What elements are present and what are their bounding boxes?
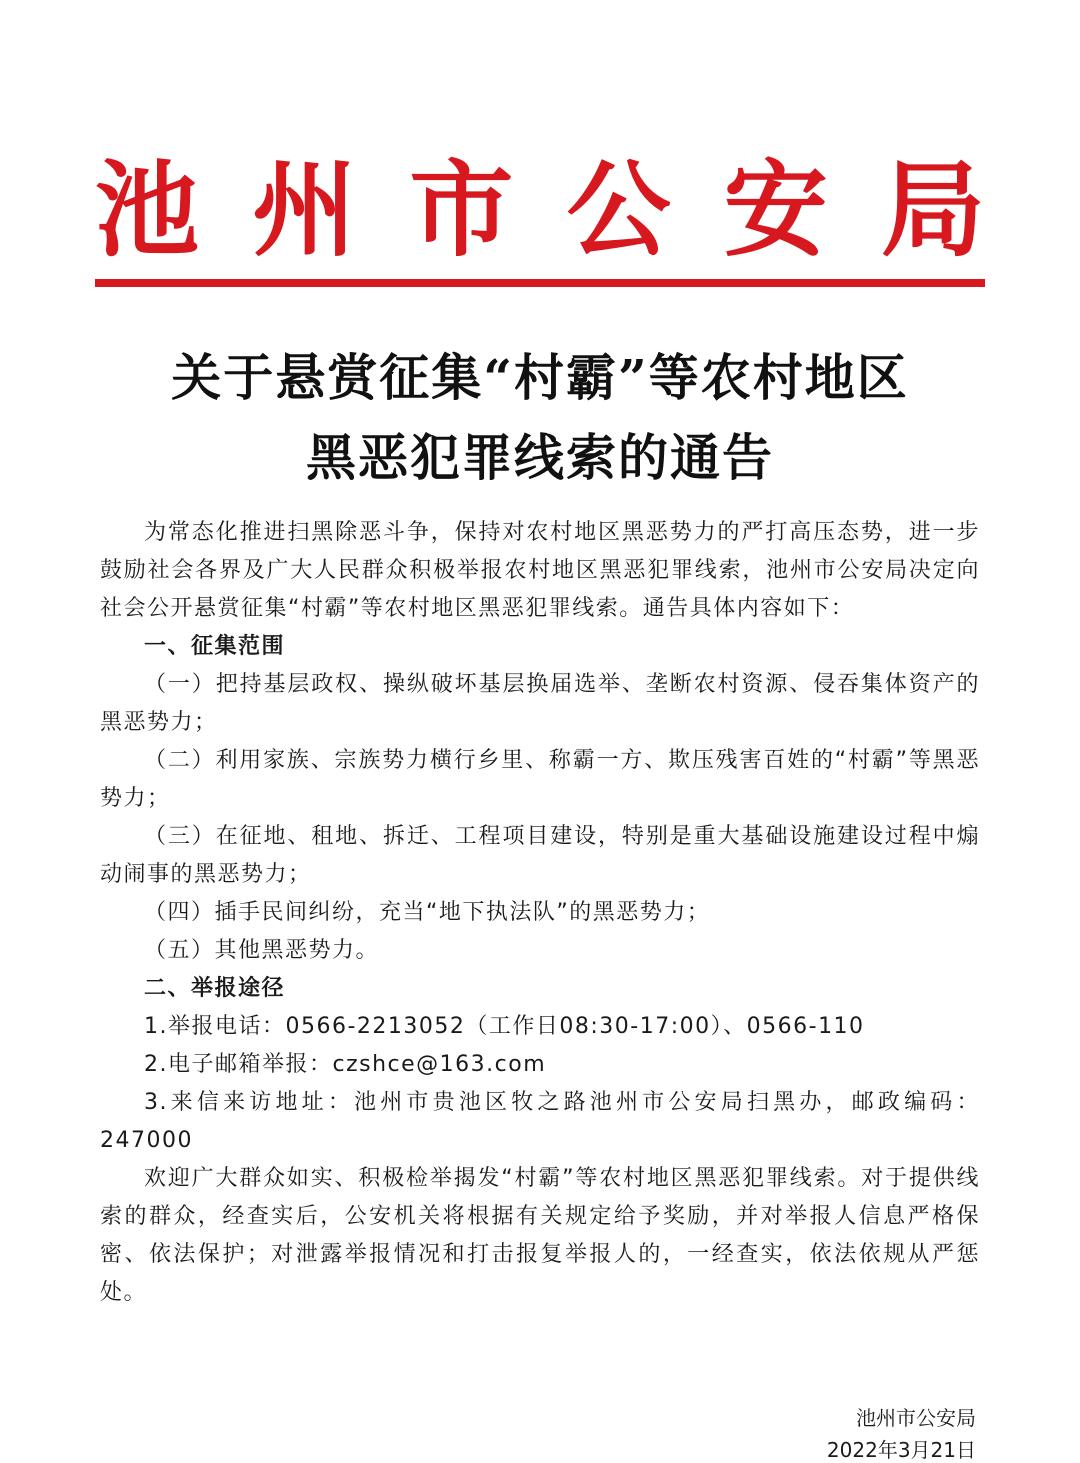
scope-item: （一）把持基层政权、操纵破坏基层换届选举、垄断农村资源、侵吞集体资产的黑恶势力； xyxy=(100,672,980,735)
masthead-char: 池 xyxy=(95,148,200,271)
notice-body xyxy=(100,514,980,1312)
intro-paragraph: 为常态化推进扫黑除恶斗争，保持对农村地区黑恶势力的严打高压态势，进一步鼓励社会各界及广大人民群众积极举报农村地区黑恶犯罪线索，池州市公安局决定向社会公开悬赏征集“村霸”等农村地区黑恶犯罪线索。通告具体内容如下： xyxy=(100,520,980,621)
masthead-divider xyxy=(95,279,985,287)
section-heading-channels: 二、举报途径 xyxy=(144,976,286,1001)
scope-item: （四）插手民间纠纷，充当“地下执法队”的黑恶势力； xyxy=(144,900,711,925)
masthead-char: 公 xyxy=(566,148,671,271)
masthead-char: 局 xyxy=(880,148,985,271)
scope-item: （二）利用家族、宗族势力横行乡里、称霸一方、欺压残害百姓的“村霸”等黑恶势力； xyxy=(100,748,980,811)
masthead-char: 安 xyxy=(723,148,828,271)
masthead-char: 市 xyxy=(409,148,514,271)
closing-paragraph: 欢迎广大群众如实、积极检举揭发“村霸”等农村地区黑恶犯罪线索。对于提供线索的群众，经查实后，公安机关将根据有关规定给予奖励，并对举报人信息严格保密、依法保护；对泄露举报情况和打击报复举报人的，一经查实，依法依规从严惩处。 xyxy=(100,1166,980,1305)
signature-org: 池州市公安局 xyxy=(856,1406,976,1430)
masthead-char: 州 xyxy=(252,148,357,271)
report-email: 2.电子邮箱举报：czshce@163.com xyxy=(144,1052,547,1077)
scope-item: （三）在征地、租地、拆迁、工程项目建设，特别是重大基础设施建设过程中煽动闹事的黑恶势力； xyxy=(100,824,980,887)
scope-item: （五）其他黑恶势力。 xyxy=(144,938,380,963)
report-address: 3.来信来访地址：池州市贵池区牧之路池州市公安局扫黑办，邮政编码：247000 xyxy=(100,1090,980,1153)
notice-title-line2: 黑恶犯罪线索的通告 xyxy=(306,428,774,487)
report-phone: 1.举报电话：0566-2213052（工作日08:30-17:00）、0566-110 xyxy=(144,1014,865,1039)
section-heading-scope: 一、征集范围 xyxy=(144,634,286,659)
notice-title-line1: 关于悬赏征集“村霸”等农村地区 xyxy=(171,348,909,407)
signature-date: 2022年3月21日 xyxy=(826,1438,976,1462)
masthead-title xyxy=(95,150,985,270)
